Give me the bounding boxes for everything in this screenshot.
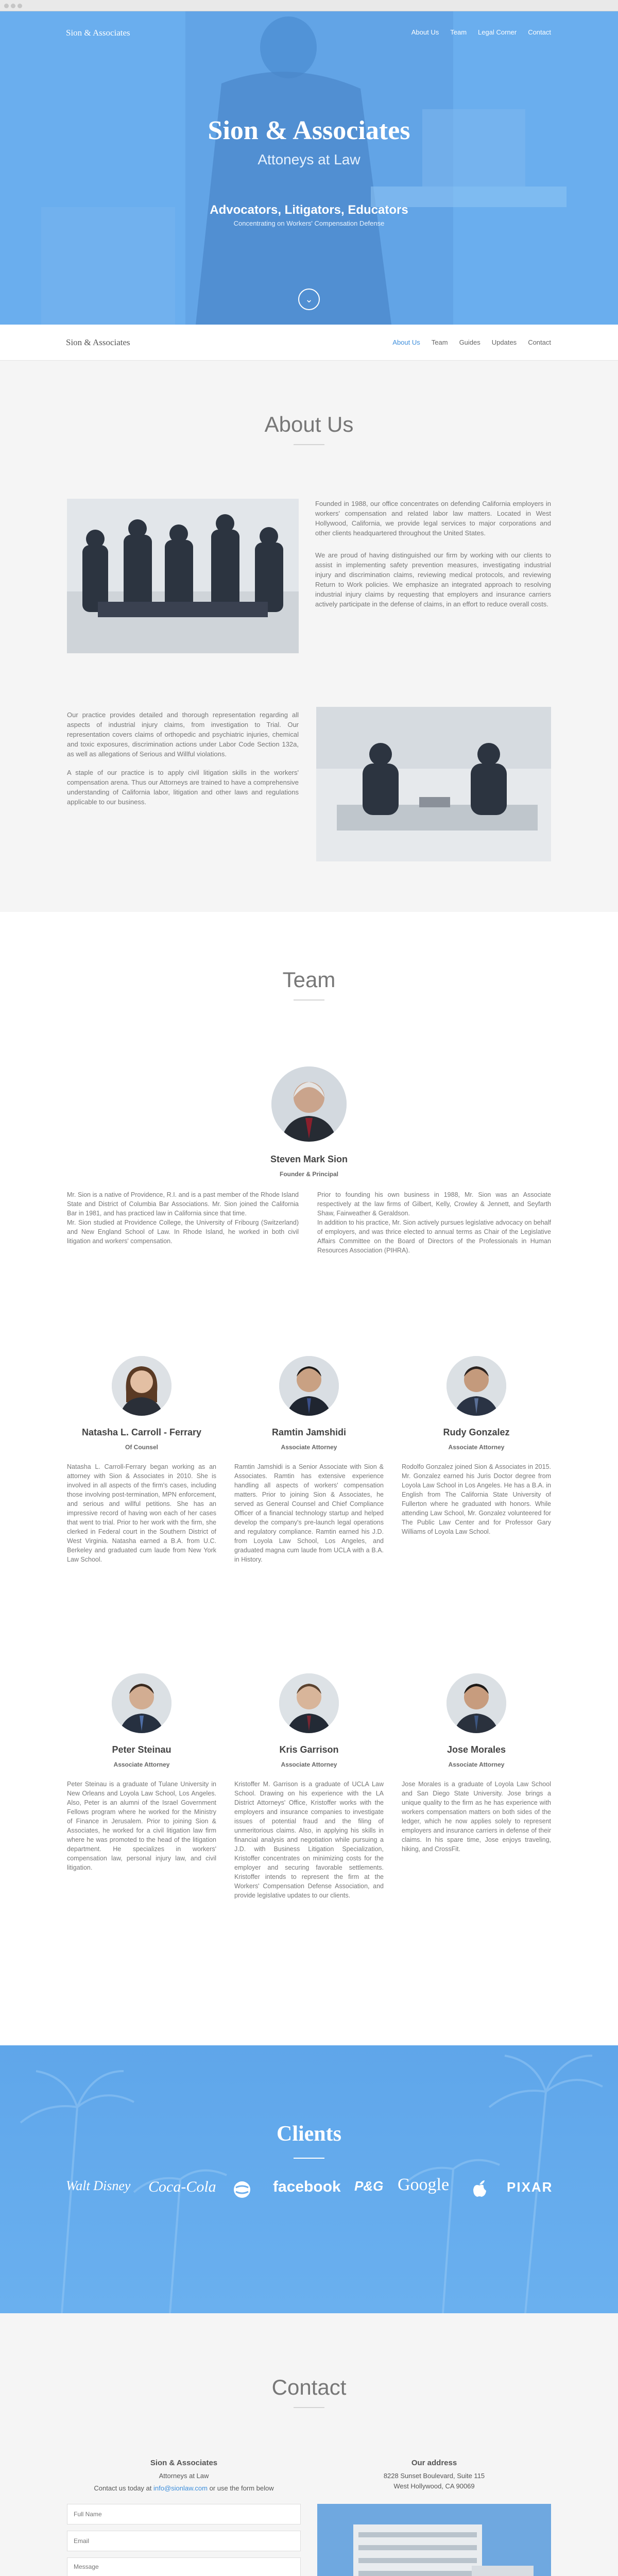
nav-guides[interactable]: Guides [459,338,480,346]
avatar-kris-garrison [279,1673,339,1733]
office-building-photo [317,2504,551,2576]
about-photo-meeting [67,499,299,653]
client-logo-apple-icon [472,2179,487,2198]
about-paragraph-2: We are proud of having distinguished our firm by working with our clients to assist in implementing safety prevention measures, investigating industrial injury and discrimination claims, reviewing medical protocols, and reviewing Return to Work policies. We emphasize an integrated approach to resolving industrial injury claims by requesting that employers and insurance carriers actively participate in the defense of claims, in an effort to reduce overall costs. [315,551,551,608]
main-nav [392,338,551,346]
contact-title: Contact [271,2375,347,2399]
member-role: Of Counsel [125,1444,158,1451]
clients-title: Clients [277,2122,341,2146]
avatar-jose-morales [447,1673,506,1733]
window-close-dot[interactable] [4,4,9,8]
nav-team[interactable]: Team [431,338,448,346]
clients-divider [294,2158,324,2159]
member-bio: Ramtin Jamshidi is a Senior Associate with Sion & Associates. Ramtin has extensive experience handling all aspects of workers' compensation matters. Prior to joining Sion & Associates, he served as General Counsel and Chief Compliance Officer of a financial technology startup and helped develop the company's pre-launch legal operations and regulatory compliance. Ramtin earned his J.D. from Loyola Law School, Los Angeles, and graduated magna cum laude from UCLA with a B.A. in History. [234,1463,384,1563]
member-name: Peter Steinau [112,1744,171,1755]
hero-tagline-sub: Concentrating on Workers' Compensation Defense [233,219,385,227]
about-paragraph-1: Founded in 1988, our office concentrates on defending California employers in workers' compensation and related labor law matters. Located in West Hollywood, California, we provide legal services to major corporations and other clients headquartered throughout the United States. [315,500,551,537]
nav-brand[interactable]: Sion & Associates [66,337,130,347]
contact-section [0,2313,618,2576]
hero-brand[interactable]: Sion & Associates [66,28,130,38]
chevron-down-icon: ⌄ [305,294,313,304]
member-role: Associate Attorney [113,1761,170,1768]
principal-bio-right: Prior to founding his own business in 1988, Mr. Sion was an Associate respectively at the law firms of Gilbert, Kelly, Crowley & Jennett, and Seyfarth Shaw, Fairweather & Geraldson. In addition to his practice, Mr. Sion actively pursues legislative advocacy on behalf of employers, and was thrice elected to annual terms as Chair of the Legislative Affairs Committee on the Board of Directors of the Professionals in Human Resources Association (PIHRA). [317,1191,551,1254]
member-name: Ramtin Jamshidi [271,1427,347,1437]
principal-bio-left: Mr. Sion is a native of Providence, R.I. and is a past member of the Rhode Island State and District of Columbia Bar Associations. Mr. Sion joined the California Bar in 1981, and has practiced law in California since that time. Mr. Sion studied at Providence College, the University of Fribourg (Switzerland) and New England School of Law. In Rhode Island, he worked in both civil litigation and workers' compensation. [67,1191,299,1245]
nav-updates[interactable]: Updates [491,338,517,346]
member-role: Associate Attorney [448,1761,505,1768]
client-logo-google: Google [398,2175,450,2194]
address-line-2: West Hollywood, CA 90069 [393,2482,475,2490]
client-logo-facebook: facebook [273,2178,341,2195]
about-divider [294,444,324,445]
member-bio: Natasha L. Carroll-Ferrary began working as an attorney with Sion & Associates in 2010. She is involved in all aspects of the firm's cases, including those involving post-termination, MPN enforcement, and serious and willful petitions. She has an impressive record of having won each of her cases that went to trial. Prior to her work with the firm, she clerked in Federal court in the Southern District of West Virginia. Natasha earned a B.A. from U.C. Berkeley and graduated cum laude from New York Law School. [67,1463,216,1563]
about-paragraph-4: A staple of our practice is to apply civil litigation skills in the workers' compensation arena. Thus our Attorneys are trained to have a comprehensive understanding of California labor, litigation and other laws and regulations applicable to our business. [67,769,299,806]
hero-section [0,11,618,325]
contact-firm-name: Sion & Associates [150,2459,218,2467]
member-role: Associate Attorney [448,1444,505,1451]
member-bio: Peter Steinau is a graduate of Tulane University in New Orleans and Loyola Law School, Los Angeles. Also, Peter is an alumni of the Israel Government Fellows program where he worked for the Ministry of Finance in Jerusalem. Prior to joining Sion & Associates, he worked for a civil litigation law firm where he was promoted to the head of the litigation department. He specializes in workers' compensation law, personal injury law, and civil litigation. [67,1781,216,1871]
principal-role: Founder & Principal [279,1171,338,1178]
top-nav-team[interactable]: Team [450,28,467,36]
top-nav-about[interactable]: About Us [411,28,439,36]
full-name-input[interactable] [67,2504,301,2524]
hero-subtitle: Attoneys at Law [258,151,360,167]
client-logo-globe-icon [233,2180,251,2199]
contact-firm-sub: Attorneys at Law [159,2472,209,2480]
email-input[interactable] [67,2531,301,2551]
top-nav-contact[interactable]: Contact [528,28,551,36]
client-logo-pixar: PIXAR [507,2179,553,2195]
clients-section [0,2045,618,2313]
address-title: Our address [411,2459,457,2467]
contact-email-link[interactable]: info@sionlaw.com [153,2484,208,2492]
contact-line [67,2484,301,2492]
address-line-1: 8228 Sunset Boulevard, Suite 115 [383,2472,485,2480]
hero-tagline: Advocators, Litigators, Educators [210,203,408,217]
member-bio: Jose Morales is a graduate of Loyola Law School and San Diego State University. Jose brings a unique quality to the firm as he has experience with workers compensation matters on both sides of the ledger, which he now applies solely to represent employers and insurance carriers in defense of their claims. In his spare time, Jose enjoys traveling, hiking, and CrossFit. [402,1781,551,1853]
browser-bar [0,0,618,11]
team-section [0,912,618,2045]
member-bio: Rodolfo Gonzalez joined Sion & Associates in 2015. Mr. Gonzalez earned his Juris Doctor degree from Loyola Law School in Los Angeles. He has a B.A. in English from The California State University of Fullerton where he graduated with honors. While attending Law School, Mr. Gonzalez volunteered for The Public Law Center and for Professor Gary Williams of Loyola Law School. [402,1463,551,1535]
hero-background-image [0,11,618,325]
team-divider [294,999,324,1001]
about-photo-desk [316,707,551,861]
message-textarea[interactable] [67,2557,301,2576]
top-nav-legal-corner[interactable]: Legal Corner [478,28,517,36]
team-title: Team [282,968,336,992]
window-minimize-dot[interactable] [11,4,15,8]
client-logo-disney: Walt Disney [66,2178,131,2193]
member-name: Jose Morales [447,1744,506,1755]
avatar-steven-sion [271,1066,347,1142]
contact-suffix: or use the form below [209,2484,274,2492]
about-section [0,361,618,912]
main-nav-bar [0,325,618,361]
about-title: About Us [264,412,354,436]
window-maximize-dot[interactable] [18,4,22,8]
avatar-ramtin-jamshidi [279,1356,339,1416]
nav-contact[interactable]: Contact [528,338,551,346]
hero-top-nav [411,28,551,36]
scroll-down-button[interactable] [298,289,320,310]
principal-name: Steven Mark Sion [270,1154,348,1164]
contact-prefix: Contact us today at [94,2484,152,2492]
member-name: Kris Garrison [279,1744,339,1755]
client-logo-pg: P&G [354,2178,384,2194]
member-role: Associate Attorney [281,1444,337,1451]
client-logo-coca-cola: Coca-Cola [148,2178,216,2195]
member-name: Natasha L. Carroll - Ferrary [81,1427,202,1437]
avatar-natasha-carroll [112,1356,171,1416]
hero-title: Sion & Associates [208,116,410,145]
about-paragraph-3: Our practice provides detailed and thorough representation regarding all aspects of industrial injury claims, from investigation to Trial. Our representation covers claims of orthopedic and psychiatric injuries, chemical and toxic exposures, discrimination actions under Labor Code Section 132a, as well as allegations of Serious and Willful violations. [67,711,299,758]
member-role: Associate Attorney [281,1761,337,1768]
contact-divider [294,2407,324,2408]
avatar-rudy-gonzalez [447,1356,506,1416]
nav-about[interactable]: About Us [392,338,420,346]
avatar-peter-steinau [112,1673,171,1733]
member-name: Rudy Gonzalez [443,1427,510,1437]
member-bio: Kristoffer M. Garrison is a graduate of UCLA Law School. Drawing on his experience with the LA District Attorneys' Office, Kristoffer works with the employers and insurance companies to investigate issues of potential fraud and the filing of unmeritorious claims. Also, in applying his skills in financial analysis and negotiation while pursuing a J.D. with Business Litigation Specialization, Kristoffer concentrates on minimizing costs for the employer and securing favorable settlements. Kristoffer intends to represent the firm at the Workers' Compensation Defense Association, and provide legislative updates to our clients. [234,1781,384,1899]
